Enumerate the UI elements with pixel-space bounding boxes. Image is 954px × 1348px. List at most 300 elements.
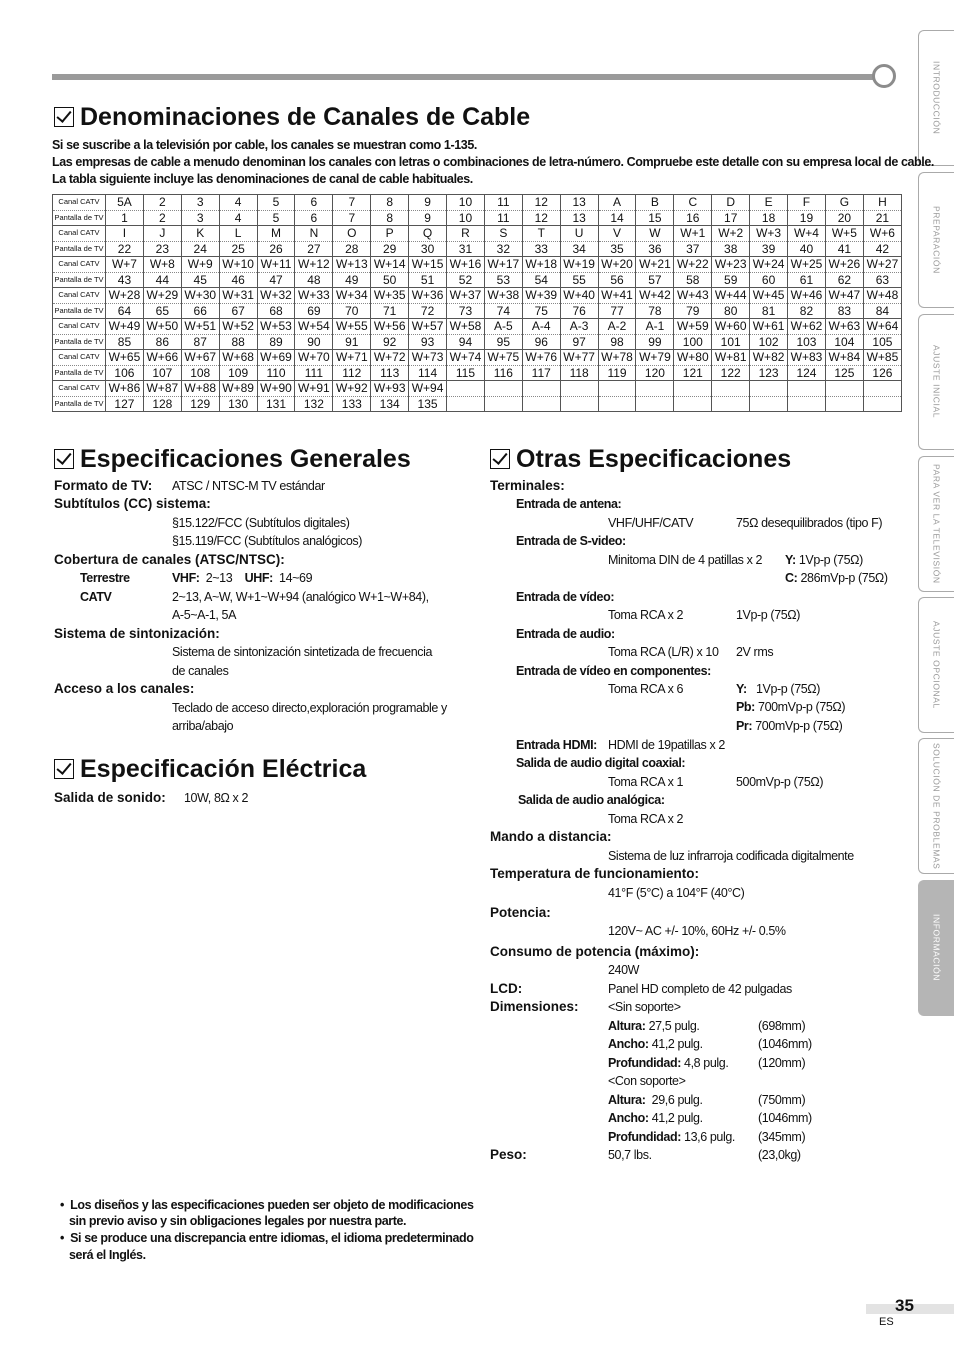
catv-channel-cell: U (560, 226, 598, 242)
sin-soporte-label: <Sin soporte> (608, 1000, 681, 1014)
catv-2: A-5~A-1, 5A (172, 608, 237, 622)
catv-channel-cell: W+91 (295, 381, 333, 397)
catv-channel-cell: W+62 (788, 319, 826, 335)
catv-channel-cell: L (219, 226, 257, 242)
sin-profundidad: Profundidad: 4,8 pulg. (608, 1056, 729, 1070)
catv-label: CATV (80, 590, 112, 604)
tv-channel-cell: 37 (674, 241, 712, 257)
tv-channel-cell: 44 (143, 272, 181, 288)
catv-channel-cell: W+5 (825, 226, 863, 242)
checkbox-icon (54, 107, 74, 127)
tv-channel-cell: 32 (484, 241, 522, 257)
tv-channel-cell: 48 (295, 272, 333, 288)
sintonizacion-2: de canales (172, 664, 229, 678)
tv-channel-cell: 12 (522, 210, 560, 226)
catv-channel-cell: W+6 (863, 226, 901, 242)
catv-channel-cell: W+17 (484, 257, 522, 273)
catv-channel-cell: W+30 (181, 288, 219, 304)
row-label-canal-catv: Canal CATV (53, 195, 106, 211)
table-row (53, 303, 902, 319)
audio-type: Toma RCA (L/R) x 10 (608, 645, 719, 659)
acceso-2: arriba/abajo (172, 719, 234, 733)
tv-channel-cell: 54 (522, 272, 560, 288)
sin-profundidad-mm: (120mm) (758, 1056, 806, 1070)
catv-channel-cell: W+37 (447, 288, 485, 304)
catv-channel-cell: W+51 (181, 319, 219, 335)
tv-channel-cell: 56 (598, 272, 636, 288)
salida-sonido-label: Salida de sonido: (54, 790, 166, 805)
tab-introduccion[interactable]: INTRODUCCIÓN (918, 30, 954, 166)
tv-channel-cell: 46 (219, 272, 257, 288)
tv-channel-cell: 104 (825, 334, 863, 350)
tv-channel-cell: 85 (106, 334, 144, 350)
tv-channel-cell: 127 (106, 396, 144, 412)
catv-channel-cell (788, 381, 826, 397)
catv-channel-cell: W+57 (409, 319, 447, 335)
catv-channel-cell (447, 381, 485, 397)
catv-channel-cell: W+14 (371, 257, 409, 273)
tv-channel-cell: 7 (333, 210, 371, 226)
tv-channel-cell: 71 (371, 303, 409, 319)
tv-channel-cell: 24 (181, 241, 219, 257)
hdmi-value: HDMI de 19patillas x 2 (608, 738, 725, 752)
cobertura-label: Cobertura de canales (ATSC/NTSC): (54, 552, 285, 567)
row-label-canal-catv: Canal CATV (53, 381, 106, 397)
tv-channel-cell: 116 (484, 365, 522, 381)
otras-section-heading: Otras Especificaciones (490, 445, 791, 474)
tv-channel-cell: 106 (106, 365, 144, 381)
tv-channel-cell: 77 (598, 303, 636, 319)
catv-channel-cell: W+16 (447, 257, 485, 273)
tv-channel-cell: 83 (825, 303, 863, 319)
tv-channel-cell: 47 (257, 272, 295, 288)
table-row (53, 319, 902, 335)
catv-channel-cell: V (598, 226, 636, 242)
terrestre-label: Terrestre (80, 571, 130, 585)
con-profundidad-mm: (345mm) (758, 1130, 806, 1144)
catv-channel-cell: W+84 (825, 350, 863, 366)
tv-channel-cell: 14 (598, 210, 636, 226)
catv-channel-cell: W+94 (409, 381, 447, 397)
tab-ajuste-inicial[interactable]: AJUSTE INICIAL (918, 314, 954, 450)
tv-channel-cell: 39 (750, 241, 788, 257)
tv-channel-cell: 82 (788, 303, 826, 319)
catv-channel-cell: W+78 (598, 350, 636, 366)
catv-channel-cell: W+9 (181, 257, 219, 273)
tv-channel-cell: 11 (484, 210, 522, 226)
catv-channel-cell: W+50 (143, 319, 181, 335)
table-row (53, 241, 902, 257)
tv-channel-cell: 26 (257, 241, 295, 257)
row-label-pantalla-tv: Pantalla de TV (53, 334, 106, 350)
catv-channel-cell: A (598, 195, 636, 211)
catv-channel-cell (863, 381, 901, 397)
catv-channel-cell: N (295, 226, 333, 242)
tv-channel-cell: 100 (674, 334, 712, 350)
catv-channel-cell: W+71 (333, 350, 371, 366)
tv-channel-cell: 43 (106, 272, 144, 288)
catv-channel-cell: W+48 (863, 288, 901, 304)
con-ancho: Ancho: 41,2 pulg. (608, 1111, 703, 1125)
tv-channel-cell: 20 (825, 210, 863, 226)
catv-channel-cell: W+41 (598, 288, 636, 304)
catv-channel-cell: D (712, 195, 750, 211)
catv-channel-cell: W+12 (295, 257, 333, 273)
tv-channel-cell: 124 (788, 365, 826, 381)
tv-channel-cell: 34 (560, 241, 598, 257)
coaxial-label: Salida de audio digital coaxial: (516, 756, 686, 770)
tv-channel-cell: 35 (598, 241, 636, 257)
language-code: ES (879, 1316, 894, 1328)
table-row (53, 334, 902, 350)
tv-channel-cell (674, 396, 712, 412)
catv-channel-cell: A-2 (598, 319, 636, 335)
tv-channel-cell: 29 (371, 241, 409, 257)
catv-channel-cell: W+58 (447, 319, 485, 335)
tv-channel-cell: 27 (295, 241, 333, 257)
catv-channel-cell: W+86 (106, 381, 144, 397)
page-number: 35 (895, 1296, 914, 1315)
tv-channel-cell: 62 (825, 272, 863, 288)
tv-channel-cell: 4 (219, 210, 257, 226)
tv-channel-cell: 36 (636, 241, 674, 257)
tv-channel-cell (636, 396, 674, 412)
catv-channel-cell: 13 (560, 195, 598, 211)
catv-channel-cell: C (674, 195, 712, 211)
tv-channel-cell: 111 (295, 365, 333, 381)
sin-ancho: Ancho: 41,2 pulg. (608, 1037, 703, 1051)
tv-channel-cell: 125 (825, 365, 863, 381)
coaxial-value: 500mVp-p (75Ω) (736, 775, 824, 789)
catv-channel-cell: G (825, 195, 863, 211)
tv-channel-cell: 33 (522, 241, 560, 257)
tv-channel-cell: 53 (484, 272, 522, 288)
catv-channel-cell: A-1 (636, 319, 674, 335)
general-section-heading: Especificaciones Generales (54, 445, 411, 474)
componentes-label: Entrada de vídeo en componentes: (516, 664, 711, 678)
tv-channel-cell: 16 (674, 210, 712, 226)
tv-channel-cell: 109 (219, 365, 257, 381)
catv-channel-cell: 4 (219, 195, 257, 211)
tab-para-ver-la-television[interactable]: PARA VER LA TELEVISIÓN (918, 456, 954, 592)
lcd-value: Panel HD completo de 42 pulgadas (608, 982, 792, 996)
catv-channel-cell: W+82 (750, 350, 788, 366)
con-altura-mm: (750mm) (758, 1093, 806, 1107)
comp-pr: Pr: 700mVp-p (75Ω) (736, 719, 843, 733)
catv-channel-cell: W+23 (712, 257, 750, 273)
table-row (53, 226, 902, 242)
catv-channel-cell: W+27 (863, 257, 901, 273)
svideo-type: Minitoma DIN de 4 patillas x 2 (608, 553, 763, 567)
catv-channel-cell: 10 (447, 195, 485, 211)
antena-label: Entrada de antena: (516, 497, 622, 511)
catv-channel-cell: W+63 (825, 319, 863, 335)
tv-channel-cell: 89 (257, 334, 295, 350)
tv-channel-cell: 1 (106, 210, 144, 226)
catv-channel-cell: W+2 (712, 226, 750, 242)
subtitulos-label: Subtítulos (CC) sistema: (54, 496, 211, 511)
table-row (53, 350, 902, 366)
cable-intro-3: La tabla siguiente incluye las denominaciones de canal de cable habituales. (52, 172, 473, 186)
catv-channel-cell: W+59 (674, 319, 712, 335)
catv-channel-cell: W+67 (181, 350, 219, 366)
catv-channel-cell (636, 381, 674, 397)
tv-channel-cell (447, 396, 485, 412)
tv-channel-cell: 64 (106, 303, 144, 319)
catv-channel-cell: W+34 (333, 288, 371, 304)
tv-channel-cell (484, 396, 522, 412)
con-soporte-label: <Con soporte> (608, 1074, 686, 1088)
tv-channel-cell: 79 (674, 303, 712, 319)
row-label-canal-catv: Canal CATV (53, 257, 106, 273)
catv-channel-cell: 8 (371, 195, 409, 211)
potencia-label: Potencia: (490, 905, 551, 920)
checkbox-icon (54, 759, 74, 779)
catv-channel-cell: W+42 (636, 288, 674, 304)
catv-channel-cell: W+32 (257, 288, 295, 304)
tv-channel-cell: 92 (371, 334, 409, 350)
catv-channel-cell: W+77 (560, 350, 598, 366)
catv-channel-cell: W+92 (333, 381, 371, 397)
tv-channel-cell: 49 (333, 272, 371, 288)
componentes-type: Toma RCA x 6 (608, 682, 684, 696)
tv-channel-cell: 51 (409, 272, 447, 288)
catv-channel-cell (560, 381, 598, 397)
tv-channel-cell: 23 (143, 241, 181, 257)
tv-channel-cell: 30 (409, 241, 447, 257)
catv-channel-cell (825, 381, 863, 397)
tv-channel-cell: 108 (181, 365, 219, 381)
audio-value: 2V rms (736, 645, 774, 659)
tv-channel-cell: 3 (181, 210, 219, 226)
mando-label: Mando a distancia: (490, 829, 612, 844)
tv-channel-cell: 5 (257, 210, 295, 226)
catv-channel-cell: T (522, 226, 560, 242)
tv-channel-cell: 120 (636, 365, 674, 381)
table-row (53, 381, 902, 397)
tv-channel-cell (560, 396, 598, 412)
catv-channel-cell: W+53 (257, 319, 295, 335)
catv-channel-cell: W+55 (333, 319, 371, 335)
catv-channel-cell: W+87 (143, 381, 181, 397)
temperatura-value: 41°F (5°C) a 104°F (40°C) (608, 886, 745, 900)
consumo-value: 240W (608, 963, 640, 977)
terminales-label: Terminales: (490, 478, 565, 493)
tv-channel-cell: 78 (636, 303, 674, 319)
acceso-1: Teclado de acceso directo,exploración programable y (172, 701, 447, 715)
tv-channel-cell: 98 (598, 334, 636, 350)
catv-channel-cell: W+1 (674, 226, 712, 242)
tv-channel-cell: 15 (636, 210, 674, 226)
catv-channel-cell (484, 381, 522, 397)
catv-channel-cell: S (484, 226, 522, 242)
con-altura: Altura: 29,6 pulg. (608, 1093, 703, 1107)
audio-label: Entrada de audio: (516, 627, 615, 641)
tv-channel-cell: 81 (750, 303, 788, 319)
tv-channel-cell: 84 (863, 303, 901, 319)
potencia-value: 120V~ AC +/- 10%, 60Hz +/- 0.5% (608, 924, 786, 938)
note-1-cont: sin previo aviso y sin obligaciones legales por nuestra parte. (69, 1214, 407, 1228)
tv-channel-cell: 31 (447, 241, 485, 257)
tab-informacion[interactable]: INFORMACIÓN (918, 880, 954, 1016)
sin-altura: Altura: 27,5 pulg. (608, 1019, 700, 1033)
catv-channel-cell: W+56 (371, 319, 409, 335)
tv-channel-cell: 70 (333, 303, 371, 319)
catv-channel-cell: E (750, 195, 788, 211)
table-row (53, 195, 902, 211)
analogica-type: Toma RCA x 2 (608, 812, 684, 826)
catv-channel-cell: W+52 (219, 319, 257, 335)
catv-channel-cell: O (333, 226, 371, 242)
catv-channel-cell: W+29 (143, 288, 181, 304)
catv-channel-cell (598, 381, 636, 397)
antena-value: 75Ω desequilibrados (tipo F) (736, 516, 883, 530)
catv-channel-cell: W (636, 226, 674, 242)
catv-channel-cell: M (257, 226, 295, 242)
tv-channel-cell (825, 396, 863, 412)
tv-channel-cell: 131 (257, 396, 295, 412)
catv-channel-cell: F (788, 195, 826, 211)
catv-channel-cell: W+73 (409, 350, 447, 366)
comp-pb: Pb: 700mVp-p (75Ω) (736, 700, 846, 714)
catv-channel-cell: W+40 (560, 288, 598, 304)
catv-channel-cell: A-4 (522, 319, 560, 335)
tv-channel-cell: 115 (447, 365, 485, 381)
catv-channel-cell: W+70 (295, 350, 333, 366)
mando-value: Sistema de luz infrarroja codificada digitalmente (608, 849, 854, 863)
tv-channel-cell: 103 (788, 334, 826, 350)
catv-channel-cell: W+10 (219, 257, 257, 273)
tv-channel-cell: 107 (143, 365, 181, 381)
tab-solucion-de-problemas[interactable]: SOLUCIÓN DE PROBLEMAS (918, 738, 954, 874)
tv-channel-cell: 133 (333, 396, 371, 412)
tv-channel-cell: 13 (560, 210, 598, 226)
catv-channel-cell: W+79 (636, 350, 674, 366)
tv-channel-cell: 128 (143, 396, 181, 412)
catv-channel-cell: 7 (333, 195, 371, 211)
table-row (53, 210, 902, 226)
svideo-y: Y: 1Vp-p (75Ω) (785, 553, 863, 567)
svideo-c: C: 286mVp-p (75Ω) (785, 571, 888, 585)
tv-channel-cell: 17 (712, 210, 750, 226)
catv-channel-cell: W+15 (409, 257, 447, 273)
tv-channel-cell: 118 (560, 365, 598, 381)
tv-channel-cell: 86 (143, 334, 181, 350)
tv-channel-cell: 94 (447, 334, 485, 350)
catv-channel-cell: W+4 (788, 226, 826, 242)
analogica-label: Salida de audio analógica: (518, 793, 665, 807)
tv-channel-cell: 68 (257, 303, 295, 319)
tv-channel-cell: 135 (409, 396, 447, 412)
table-row (53, 396, 902, 412)
rule-end-circle (872, 64, 896, 88)
catv-channel-cell: I (106, 226, 144, 242)
catv-channel-cell: W+74 (447, 350, 485, 366)
catv-channel-cell: W+47 (825, 288, 863, 304)
catv-channel-cell: W+36 (409, 288, 447, 304)
tab-preparacion[interactable]: PREPARACIÓN (918, 172, 954, 308)
tv-channel-cell: 61 (788, 272, 826, 288)
tv-channel-cell: 21 (863, 210, 901, 226)
tv-channel-cell: 99 (636, 334, 674, 350)
tv-channel-cell: 19 (788, 210, 826, 226)
catv-channel-cell: W+61 (750, 319, 788, 335)
catv-channel-cell: W+8 (143, 257, 181, 273)
catv-channel-cell (522, 381, 560, 397)
tv-channel-cell: 76 (560, 303, 598, 319)
row-label-canal-catv: Canal CATV (53, 288, 106, 304)
catv-channel-cell: W+3 (750, 226, 788, 242)
coaxial-type: Toma RCA x 1 (608, 775, 684, 789)
catv-channel-cell: 3 (181, 195, 219, 211)
tv-channel-cell: 50 (371, 272, 409, 288)
tv-channel-cell: 102 (750, 334, 788, 350)
tv-channel-cell: 132 (295, 396, 333, 412)
cable-section-heading: Denominaciones de Canales de Cable (54, 103, 530, 132)
table-row (53, 365, 902, 381)
tv-channel-cell: 75 (522, 303, 560, 319)
catv-channel-cell: H (863, 195, 901, 211)
dimensiones-label: Dimensiones: (490, 999, 579, 1014)
tv-channel-cell: 112 (333, 365, 371, 381)
row-label-canal-catv: Canal CATV (53, 226, 106, 242)
catv-channel-cell: W+69 (257, 350, 295, 366)
catv-channel-cell: W+25 (788, 257, 826, 273)
note-2-cont: será el Inglés. (69, 1248, 146, 1262)
tv-channel-cell: 42 (863, 241, 901, 257)
checkbox-icon (54, 449, 74, 469)
row-label-pantalla-tv: Pantalla de TV (53, 272, 106, 288)
tv-channel-cell (750, 396, 788, 412)
peso-kg: (23,0kg) (758, 1148, 801, 1162)
tv-channel-cell: 10 (447, 210, 485, 226)
catv-1: 2~13, A~W, W+1~W+94 (analógico W+1~W+84), (172, 590, 429, 604)
checkbox-icon (490, 449, 510, 469)
tab-ajuste-opcional[interactable]: AJUSTE OPCIONAL (918, 597, 954, 733)
catv-channel-cell: W+72 (371, 350, 409, 366)
sin-ancho-mm: (1046mm) (758, 1037, 812, 1051)
catv-channel-cell: W+66 (143, 350, 181, 366)
tv-channel-cell: 88 (219, 334, 257, 350)
cable-intro-1: Si se suscribe a la televisión por cable, los canales se muestran como 1-135. (52, 138, 477, 152)
tv-channel-cell: 91 (333, 334, 371, 350)
tv-channel-cell (598, 396, 636, 412)
tv-channel-cell: 6 (295, 210, 333, 226)
catv-channel-cell: W+21 (636, 257, 674, 273)
catv-channel-cell (750, 381, 788, 397)
catv-channel-cell: W+68 (219, 350, 257, 366)
tv-channel-cell: 2 (143, 210, 181, 226)
catv-channel-cell: 5 (257, 195, 295, 211)
tv-channel-cell: 9 (409, 210, 447, 226)
tv-channel-cell: 74 (484, 303, 522, 319)
catv-channel-cell: P (371, 226, 409, 242)
row-label-pantalla-tv: Pantalla de TV (53, 396, 106, 412)
cable-channel-table (52, 194, 902, 412)
catv-channel-cell: W+22 (674, 257, 712, 273)
sintonizacion-1: Sistema de sintonización sintetizada de frecuencia (172, 645, 433, 659)
row-label-canal-catv: Canal CATV (53, 319, 106, 335)
catv-channel-cell: W+33 (295, 288, 333, 304)
antena-type: VHF/UHF/CATV (608, 516, 694, 530)
tv-channel-cell: 90 (295, 334, 333, 350)
acceso-label: Acceso a los canales: (54, 681, 195, 696)
tv-channel-cell: 22 (106, 241, 144, 257)
tv-channel-cell (863, 396, 901, 412)
cable-intro-2: Las empresas de cable a menudo denominan los canales con letras o combinaciones de letra-número. Compruebe este detalle con su empresa local de cable. (52, 155, 934, 169)
video-value: 1Vp-p (75Ω) (736, 608, 801, 622)
hdmi-label: Entrada HDMI: (516, 738, 597, 752)
